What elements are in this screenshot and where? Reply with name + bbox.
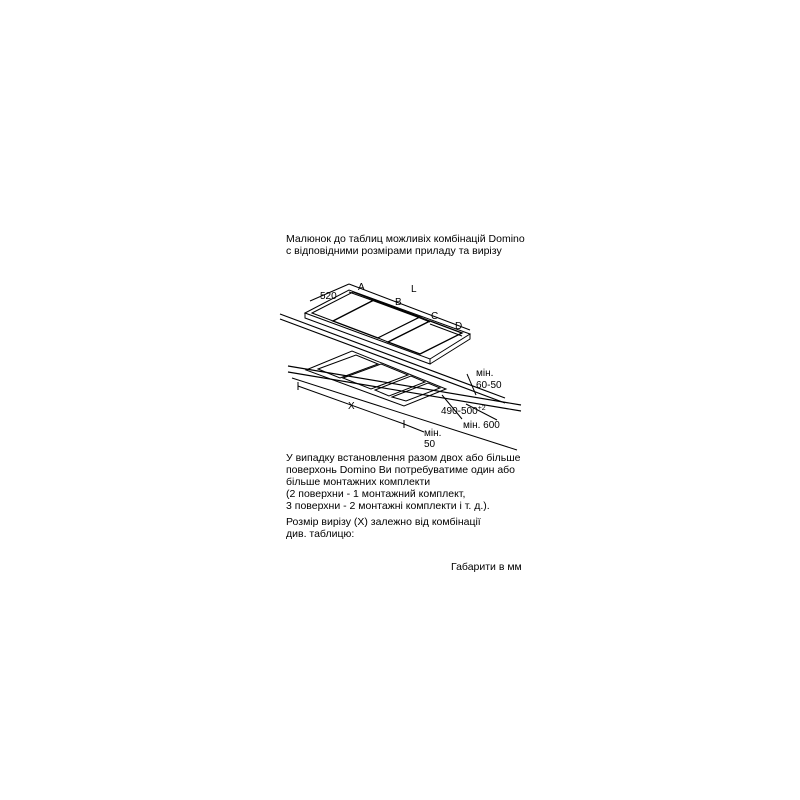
dim-min600-label: мін. 600 — [463, 420, 500, 431]
note-line: більше монтажних комплекти — [286, 476, 431, 488]
caption-line-2: с відповідними розмірами приладу та вирізу — [286, 245, 502, 257]
installation-note — [286, 452, 520, 512]
dim-a-label: A — [358, 282, 365, 293]
note-line: див. таблицю: — [286, 528, 355, 540]
dim-min-value-1: 60-50 — [476, 380, 502, 391]
dim-cutout-label — [441, 405, 486, 417]
dim-min-label-1: мін. — [476, 368, 494, 379]
caption-line-1: Малюнок до таблиц можливіх комбінацій Domino — [286, 233, 525, 245]
cutout-inner-1 — [318, 355, 378, 378]
dim-l-label: L — [411, 284, 417, 295]
dim-b-label: B — [395, 297, 402, 308]
cutout-size-note — [286, 516, 481, 540]
note-line: Розмір вирізу (X) залежно від комбінації — [286, 516, 481, 528]
dim-c-label: C — [431, 311, 439, 322]
dim-cutout-tolerance: +2 — [477, 405, 486, 412]
note-line: (2 поверхни - 1 монтажний комплект, — [286, 488, 466, 500]
dim-x-label: X — [348, 401, 355, 412]
cutout-inner-3 — [375, 376, 425, 396]
note-line: У випадку встановлення разом двох або більше — [286, 452, 521, 464]
note-line: поверхонь Domino Ви потребуватиме один або — [286, 464, 516, 476]
dim-d-label: D — [455, 321, 463, 332]
units-note: Габарити в мм — [451, 561, 522, 573]
dim-cutout-value: 490-500 — [441, 406, 478, 417]
dim-depth-label: 520 — [320, 291, 337, 302]
dim-min-label-2: мін. — [424, 428, 442, 439]
note-line: 3 поверхни - 2 монтажні комплекти і т. д.). — [286, 500, 490, 512]
dim-min-value-2: 50 — [424, 439, 436, 450]
dim-min50-line — [404, 424, 424, 432]
